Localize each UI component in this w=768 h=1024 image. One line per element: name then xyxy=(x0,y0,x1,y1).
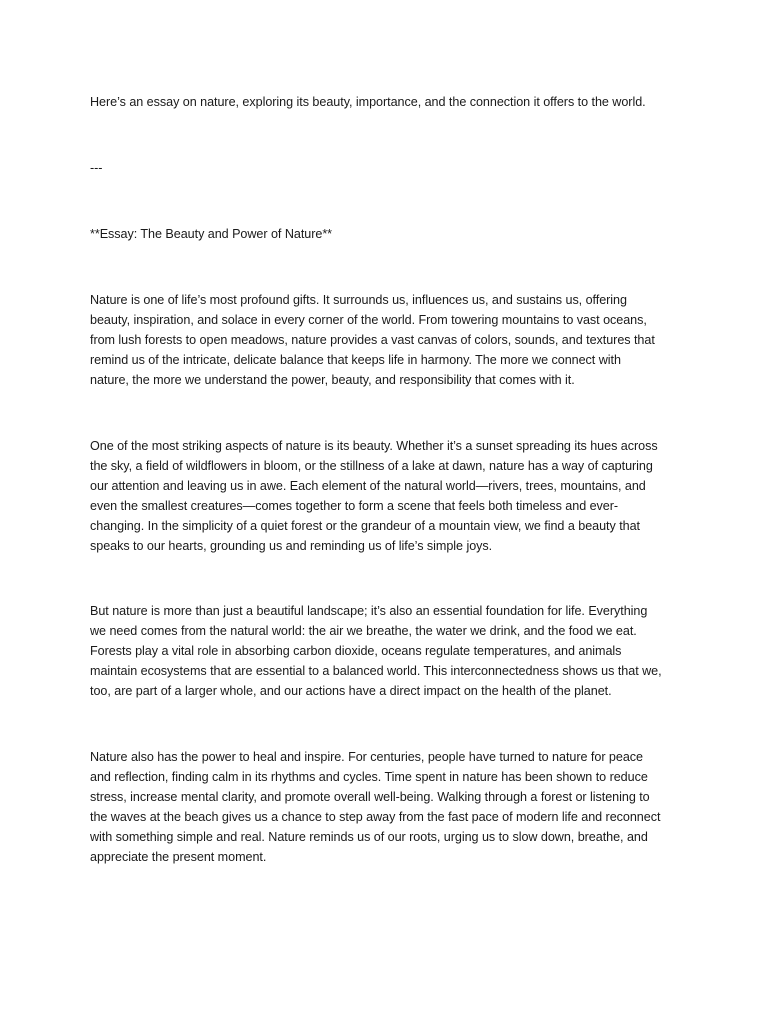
paragraph-line: beauty, inspiration, and solace in every corner of the world. From towering mountains to vast oceans, xyxy=(90,313,647,327)
separator-line xyxy=(90,158,680,178)
essay-title xyxy=(90,224,680,244)
paragraph-line: the waves at the beach gives us a chance to step away from the fast pace of modern life and reconnect xyxy=(90,810,661,824)
paragraph-line: too, are part of a larger whole, and our actions have a direct impact on the health of the planet. xyxy=(90,684,612,698)
paragraph-line: One of the most striking aspects of nature is its beauty. Whether it’s a sunset spreading its hues across xyxy=(90,439,658,453)
paragraph-line: Forests play a vital role in absorbing carbon dioxide, oceans regulate temperatures, and animals xyxy=(90,644,622,658)
paragraph-4 xyxy=(90,747,680,867)
intro-text: Here’s an essay on nature, exploring its beauty, importance, and the connection it offers to the world. xyxy=(90,95,646,109)
intro-line xyxy=(90,92,680,112)
paragraph-line: from lush forests to open meadows, nature provides a vast canvas of colors, sounds, and textures that xyxy=(90,333,655,347)
paragraph-line: the sky, a field of wildflowers in bloom, or the stillness of a lake at dawn, nature has a way of capturing xyxy=(90,459,653,473)
paragraph-3 xyxy=(90,601,680,701)
paragraph-line: stress, increase mental clarity, and promote overall well-being. Walking through a forest or listening to xyxy=(90,790,650,804)
paragraph-line: we need comes from the natural world: the air we breathe, the water we drink, and the food we eat. xyxy=(90,624,637,638)
separator-text: --- xyxy=(90,161,103,175)
paragraph-line: speaks to our hearts, grounding us and reminding us of life’s simple joys. xyxy=(90,539,493,553)
paragraph-line: with something simple and real. Nature reminds us of our roots, urging us to slow down, breathe, and xyxy=(90,830,648,844)
paragraph-line: our attention and leaving us in awe. Each element of the natural world—rivers, trees, mountains, and xyxy=(90,479,646,493)
paragraph-2 xyxy=(90,436,680,556)
paragraph-line: maintain ecosystems that are essential to a balanced world. This interconnectedness shows us that we, xyxy=(90,664,662,678)
paragraph-line: appreciate the present moment. xyxy=(90,850,267,864)
paragraph-line: and reflection, finding calm in its rhythms and cycles. Time spent in nature has been shown to reduce xyxy=(90,770,648,784)
paragraph-line: even the smallest creatures—comes together to form a scene that feels both timeless and ever- xyxy=(90,499,619,513)
paragraph-line: Nature also has the power to heal and inspire. For centuries, people have turned to nature for peace xyxy=(90,750,643,764)
paragraph-line: But nature is more than just a beautiful landscape; it’s also an essential foundation for life. Everything xyxy=(90,604,648,618)
essay-title-text: **Essay: The Beauty and Power of Nature** xyxy=(90,227,333,241)
paragraph-line: remind us of the intricate, delicate balance that keeps life in harmony. The more we connect with xyxy=(90,353,621,367)
paragraph-line: nature, the more we understand the power, beauty, and responsibility that comes with it. xyxy=(90,373,575,387)
paragraph-1 xyxy=(90,290,680,390)
paragraph-line: Nature is one of life’s most profound gifts. It surrounds us, influences us, and sustains us, offering xyxy=(90,293,627,307)
paragraph-line: changing. In the simplicity of a quiet forest or the grandeur of a mountain view, we find a beauty that xyxy=(90,519,641,533)
